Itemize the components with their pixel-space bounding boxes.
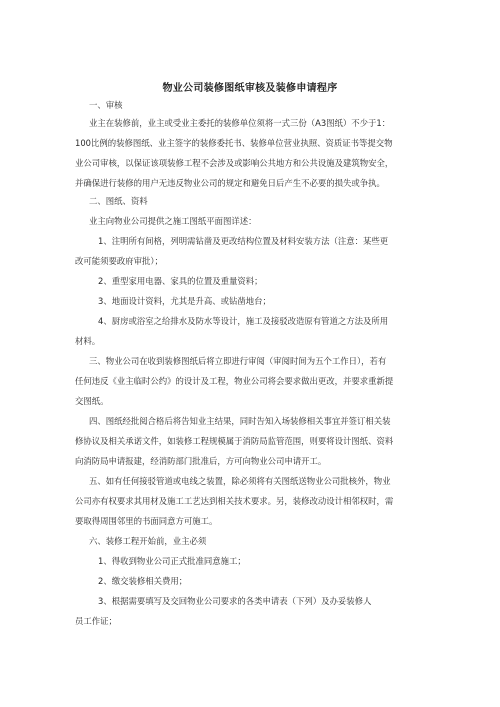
paragraph-line: 要取得周围邻里的书面同意方可施工。	[75, 516, 218, 526]
paragraph-line: 业公司审核，以保证该项装修工程不会涉及或影响公共地方和公共设施及建筑物安全，	[75, 158, 394, 168]
paragraph-line: 向消防局申请报建，经消防部门批准后，方可向物业公司申请开工。	[75, 456, 327, 466]
paragraph-line: 五、如有任何接驳管道或电线之装置，除必须将有关图纸送物业公司批核外，物业	[89, 476, 391, 486]
section-heading-drawings: 二、图纸、资料	[89, 196, 148, 206]
paragraph-line: 修协议及相关承诺文件，如装修工程规模属于消防局监管范围，则要将设计图纸、资料	[75, 436, 394, 446]
paragraph-line: 三、物业公司在收到装修图纸后将立即进行审阅（审阅时间为五个工作日），若有	[89, 356, 387, 366]
paragraph-line: 并确保进行装修的用户无违反物业公司的规定和避免日后产生不必要的损失或争执。	[75, 178, 385, 188]
list-item: 4、厨房或浴室之给排水及防水等设计，施工及接驳改造原有管道之方法及所用	[98, 316, 389, 326]
paragraph-line: 交图纸。	[75, 396, 109, 406]
list-item: 1、得收到物业公司正式批准同意施工；	[98, 556, 246, 566]
paragraph-line: 公司亦有权要求其用材及施工工艺达到相关技术要求。另，装修改动设计相邻权时，需	[75, 496, 394, 506]
paragraph-line: 任何违反《业主临时公约》的设计及工程，物业公司将会要求做出更改，并要求重新提	[75, 376, 394, 386]
list-item: 3、根据需要填写及交回物业公司要求的各类申请表（下列）及办妥装修人	[98, 596, 372, 606]
paragraph-line: 业主在装修前，业主或受业主委托的装修单位须将一式三份（A3图纸）不少于1：	[89, 118, 391, 128]
section-heading-review: 一、审核	[89, 100, 123, 110]
list-item: 2、重型家用电器、家具的位置及重量资料；	[98, 276, 263, 286]
list-item: 1、注明所有间格，列明需钻凿及更改结构位置及材料安装方法（注意：某些更	[98, 236, 389, 246]
page-title: 物业公司装修图纸审核及装修申请程序	[162, 83, 338, 94]
paragraph-line: 业主向物业公司提供之施工图纸平面图详述：	[89, 216, 257, 226]
section-heading-before-start: 六、装修工程开始前，业主必须	[89, 536, 207, 546]
paragraph-line: 四、图纸经批阅合格后将告知业主结果，同时告知入场装修相关事宜并签订相关装	[89, 416, 391, 426]
paragraph-line: 改可能须要政府审批）；	[75, 256, 163, 266]
paragraph-line: 材料。	[75, 336, 101, 346]
list-item: 2、缴交装修相关费用；	[98, 576, 188, 586]
list-item: 3、地面设计资料，尤其是升高、或钻凿地台；	[98, 296, 271, 306]
paragraph-line: 员工作证；	[75, 616, 117, 626]
paragraph-line: 100比例的装修图纸、业主签字的装修委托书、装修单位营业执照、资质证书等提交物	[75, 138, 393, 148]
